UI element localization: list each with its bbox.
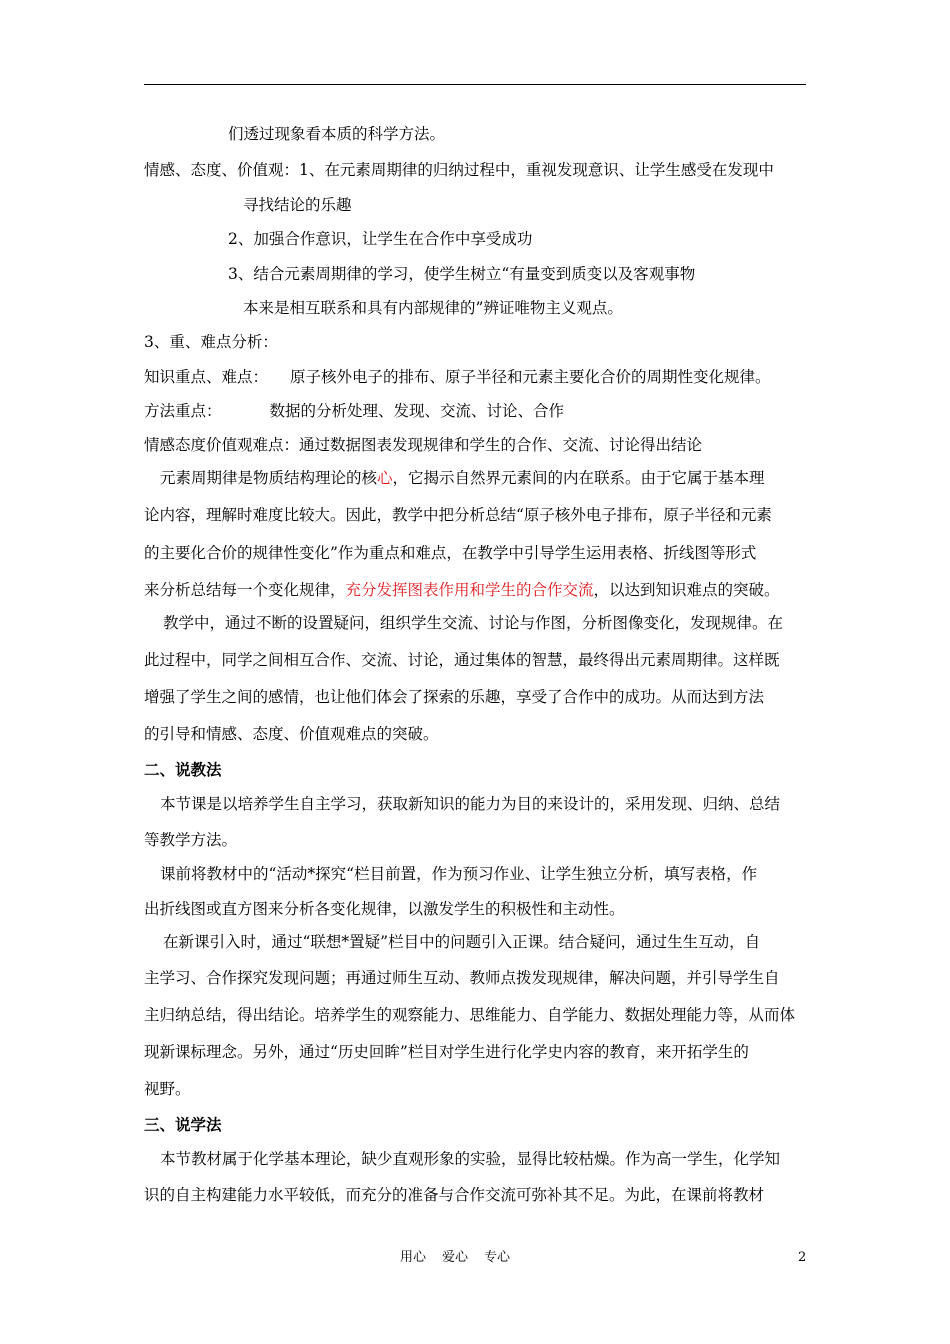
text-line — [144, 401, 564, 421]
text-line: 此过程中，同学之间相互合作、交流、讨论，通过集体的智慧，最终得出元素周期律。这样既 — [144, 651, 780, 669]
footer-motto-3: 专心 — [484, 1250, 511, 1265]
footer-motto-1: 用心 — [400, 1250, 427, 1265]
text-line: 课前将教材中的“活动*探究“栏目前置，作为预习作业、让学生独立分析，填写表格，作 — [160, 865, 758, 883]
page-number: 2 — [798, 1250, 807, 1265]
highlighted-text: 充分发挥图表作用和学生的合作交流 — [345, 581, 594, 599]
text-span: 元素周期律是物质结构理论的核 — [160, 469, 378, 487]
section-heading: 二、说教法 — [144, 760, 222, 779]
text-line: 3、结合元素周期律的学习，使学生树立“有量变到质变以及客观事物 — [228, 265, 696, 283]
text-line: 的主要化合价的规律性变化”作为重点和难点，在教学中引导学生运用表格、折线图等形式 — [144, 544, 757, 562]
section-heading: 3、重、难点分析： — [144, 333, 278, 351]
text-line — [160, 468, 765, 488]
line-text: 数据的分析处理、发现、交流、讨论、合作 — [269, 402, 565, 420]
text-line: 2、加强合作意识，让学生在合作中享受成功 — [228, 230, 533, 248]
text-line: 视野。 — [144, 1080, 191, 1098]
text-line: 主学习、合作探究发现问题；再通过师生互动、教师点拨发现规律，解决问题，并引导学生自 — [144, 969, 780, 987]
text-span: ，以达到知识难点的突破。 — [593, 581, 780, 599]
text-line: 情感态度价值观难点：通过数据图表发现规律和学生的合作、交流、讨论得出结论 — [144, 436, 703, 454]
text-line: 出折线图或直方图来分析各变化规律，以激发学生的积极性和主动性。 — [144, 900, 625, 918]
text-line: 本来是相互联系和具有内部规律的”辨证唯物主义观点。 — [243, 299, 623, 317]
text-span: 来分析总结每一个变化规律， — [144, 581, 346, 599]
text-line: 本节课是以培养学生自主学习，获取新知识的能力为目的来设计的，采用发现、归纳、总结 — [160, 795, 781, 813]
text-line: 主归纳总结，得出结论。培养学生的观察能力、思维能力、自学能力、数据处理能力等，从而体 — [144, 1006, 796, 1024]
line-label: 知识重点、难点： — [144, 368, 269, 386]
text-line: 寻找结论的乐趣 — [243, 196, 352, 214]
text-line: 增强了学生之间的感情，也让他们体会了探索的乐趣，享受了合作中的成功。从而达到方法 — [144, 688, 765, 706]
line-text: 原子核外电子的排布、原子半径和元素主要化合价的周期性变化规律。 — [290, 368, 771, 386]
text-line: 等教学方法。 — [144, 831, 238, 849]
footer-motto — [400, 1250, 510, 1266]
header-rule — [144, 84, 806, 85]
highlighted-text: 心 — [377, 469, 393, 487]
text-line: 本节教材属于化学基本理论，缺少直观形象的实验，显得比较枯燥。作为高一学生，化学知 — [160, 1150, 781, 1168]
line-label: 方法重点： — [144, 402, 222, 420]
text-line: 教学中，通过不断的设置疑问，组织学生交流、讨论与作图，分析图像变化，发现规律。在 — [163, 614, 784, 632]
text-line: 论内容，理解时难度比较大。因此，教学中把分析总结“原子核外电子排布，原子半径和元素 — [144, 506, 772, 524]
text-line: 的引导和情感、态度、价值观难点的突破。 — [144, 725, 439, 743]
text-line: 们透过现象看本质的科学方法。 — [228, 125, 446, 143]
footer-motto-2: 爱心 — [442, 1250, 469, 1265]
text-line: 识的自主构建能力水平较低，而充分的准备与合作交流可弥补其不足。为此，在课前将教材 — [144, 1186, 765, 1204]
text-line — [144, 580, 780, 600]
text-line — [144, 367, 771, 387]
text-line: 现新课标理念。另外，通过“历史回眸”栏目对学生进行化学史内容的教育，来开拓学生的 — [144, 1043, 749, 1061]
text-line: 在新课引入时，通过“联想*置疑”栏目中的问题引入正课。结合疑问，通过生生互动，自 — [163, 933, 761, 951]
text-line: 情感、态度、价值观：1、在元素周期律的归纳过程中，重视发现意识、让学生感受在发现中 — [144, 161, 774, 179]
text-span: ，它揭示自然界元素间的内在联系。由于它属于基本理 — [392, 469, 765, 487]
section-heading: 三、说学法 — [144, 1115, 222, 1134]
